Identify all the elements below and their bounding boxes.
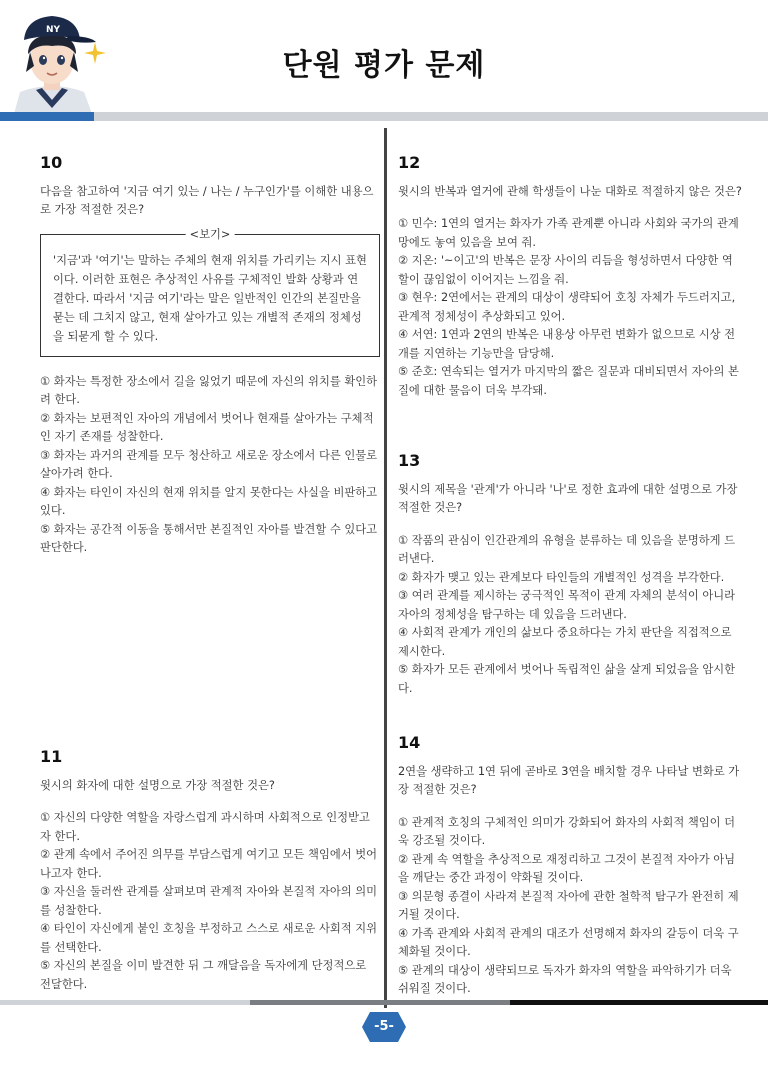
page-title: 단원 평가 문제 [282,48,486,83]
question-13 [398,452,742,698]
footer-bar-dark [510,1000,768,1005]
choice-2[interactable]: ② 지온: '~이고'의 반복은 문장 사이의 리듬을 형성하면서 다양한 역할이 끊임없이 이어지는 느낌을 줘. [398,254,733,286]
svg-text:NY: NY [46,25,61,35]
question-stem: 윗시의 화자에 대한 설명으로 가장 적절한 것은? [40,778,275,792]
question-10 [40,154,380,558]
choice-3[interactable]: ③ 여러 관계를 제시하는 궁극적인 목적이 관계 자체의 분석이 아니라 자아의 정체성을 탐구하는 데 있음을 드러낸다. [398,589,736,621]
question-stem: 윗시의 반복과 열거에 관해 학생들이 나눈 대화로 적절하지 않은 것은? [398,184,742,198]
footer-bar-mid [250,1000,510,1005]
question-14 [398,734,742,999]
choice-5[interactable]: ⑤ 자신의 본질을 이미 발견한 뒤 그 깨달음을 독자에게 단정적으로 전달한다. [40,959,367,991]
choice-1[interactable]: ① 관계적 호칭의 구체적인 의미가 강화되어 화자의 사회적 책임이 더욱 강조될 것이다. [398,815,736,847]
choice-4[interactable]: ④ 사회적 관계가 개인의 삶보다 중요하다는 가치 판단을 직접적으로 제시한다. [398,626,732,658]
column-divider [384,128,387,1008]
question-11 [40,748,380,994]
choice-5[interactable]: ⑤ 관계의 대상이 생략되므로 독자가 화자의 역할을 파악하기가 더욱 쉬워질 것이다. [398,963,732,995]
question-number: 12 [398,153,421,172]
choice-3[interactable]: ③ 의문형 종결이 사라져 본질적 자아에 관한 철학적 탐구가 완전히 제거될 것이다. [398,889,739,921]
question-number: 10 [40,153,63,172]
bogi-text: '지금'과 '여기'는 말하는 주체의 현재 위치를 가리키는 지시 표현이다. 이러한 표현은 추상적인 사유를 구체적인 발화 상황과 연결한다. 따라서 '지금 여기'라는 말은 일반적인 인간의 본질만을 묻는 데 그치지 않고, 현재 살아가고 있는 개별적 존재의 정체성을 되묻게 할 수 있다. [53,253,367,343]
question-stem: 윗시의 제목을 '관계'가 아니라 '나'로 정한 효과에 대한 설명으로 가장 적절한 것은? [398,482,738,514]
question-12 [398,154,742,400]
choice-1[interactable]: ① 민수: 1연의 열거는 화자가 가족 관계뿐 아니라 사회와 국가의 관계망에도 놓여 있음을 보여 줘. [398,217,739,249]
question-stem: 2연을 생략하고 1연 뒤에 곧바로 3연을 배치할 경우 나타날 변화로 가장 적절한 것은? [398,764,740,796]
question-number: 14 [398,733,421,752]
footer-bar-light [0,1000,250,1005]
header-gray-bar [94,112,768,121]
page-number: -5- [374,1019,394,1034]
choice-5[interactable]: ⑤ 화자는 공간적 이동을 통해서만 본질적인 자아를 발견할 수 있다고 판단한다. [40,522,378,554]
choice-5[interactable]: ⑤ 준호: 연속되는 열거가 마지막의 짧은 질문과 대비되면서 자아의 본질에 대한 물음이 더욱 부각돼. [398,365,739,397]
bogi-label: <보기> [186,225,235,244]
question-number: 11 [40,747,63,766]
choice-2[interactable]: ② 관계 속 역할을 추상적으로 재정리하고 그것이 본질적 자아가 아님을 깨닫는 중간 과정이 약화될 것이다. [398,852,736,884]
choice-1[interactable]: ① 작품의 관심이 인간관계의 유형을 분류하는 데 있음을 분명하게 드러낸다. [398,533,736,565]
choice-4[interactable]: ④ 가족 관계와 사회적 관계의 대조가 선명해져 화자의 갈등이 더욱 구체화될 것이다. [398,926,739,958]
choice-3[interactable]: ③ 화자는 과거의 관계를 모두 청산하고 새로운 장소에서 다른 인물로 살아가려 한다. [40,448,378,480]
choice-4[interactable]: ④ 화자는 타인이 자신의 현재 위치를 알지 못한다는 사실을 비판하고 있다. [40,485,378,517]
choice-2[interactable]: ② 관계 속에서 주어진 의무를 부담스럽게 여기고 모든 책임에서 벗어나고자 한다. [40,848,378,880]
choice-1[interactable]: ① 화자는 특정한 장소에서 길을 잃었기 때문에 자신의 위치를 확인하려 한다. [40,374,378,406]
choice-2[interactable]: ② 화자가 맺고 있는 관계보다 타인들의 개별적인 성격을 부각한다. [398,570,725,584]
question-number: 13 [398,451,421,470]
choice-3[interactable]: ③ 현우: 2연에서는 관계의 대상이 생략되어 호칭 자체가 두드러지고, 관계적 정체성이 추상화되고 있어. [398,291,736,323]
choice-2[interactable]: ② 화자는 보편적인 자아의 개념에서 벗어나 현재를 살아가는 구체적인 자기 존재를 성찰한다. [40,411,374,443]
choice-5[interactable]: ⑤ 화자가 모든 관계에서 벗어나 독립적인 삶을 살게 되었음을 암시한다. [398,663,736,695]
choice-4[interactable]: ④ 타인이 자신에게 붙인 호칭을 부정하고 스스로 새로운 사회적 지위를 선택한다. [40,922,378,954]
page-header [0,0,768,122]
question-stem: 다음을 참고하여 '지금 여기 있는 / 나는 / 누구인가'를 이해한 내용으로 가장 적절한 것은? [40,184,374,216]
bogi-box [40,227,380,357]
header-accent-bar [0,112,94,121]
choice-3[interactable]: ③ 자신을 둘러싼 관계를 살펴보며 관계적 자아와 본질적 자아의 의미를 성찰한다. [40,885,378,917]
choice-4[interactable]: ④ 서연: 1연과 2연의 반복은 내용상 아무런 변화가 없으므로 시상 전개를 지연하는 기능만을 담당해. [398,328,736,360]
choice-1[interactable]: ① 자신의 다양한 역할을 자랑스럽게 과시하며 사회적으로 인정받고자 한다. [40,811,370,843]
